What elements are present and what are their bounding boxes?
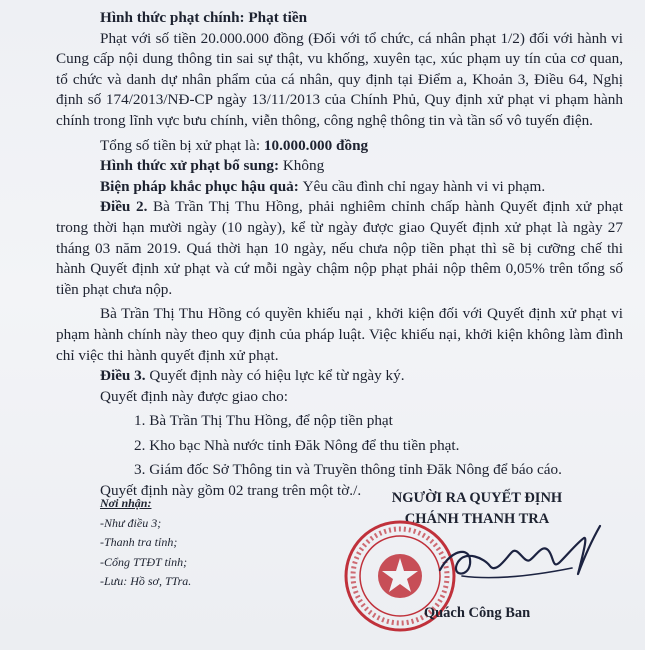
recipient-item: -Như điều 3; <box>100 515 162 530</box>
article-3-label: Điều 3. <box>100 367 150 385</box>
article-3 <box>56 366 623 387</box>
recipient-item: -Lưu: Hồ sơ, TTra. <box>100 574 192 588</box>
signer-name: Quách Công Ban <box>423 605 531 621</box>
additional-penalty-label: Hình thức xử phạt bổ sung: <box>100 157 283 175</box>
remedy-value: Yêu cầu đình chỉ ngay hành vi vi phạm. <box>302 177 546 195</box>
total-fine <box>56 136 623 157</box>
main-penalty-heading: Hình thức phạt chính: Phạt tiền <box>100 9 308 26</box>
article-3-text: Quyết định này có hiệu lực kể từ ngày ký. <box>149 367 405 385</box>
total-fine-amount: 10.000.000 đồng <box>263 136 369 154</box>
article-2 <box>56 197 623 300</box>
article-2-text: Bà Trần Thị Thu Hồng, phải nghiêm chỉnh chấp hành Quyết định xử phạt trong thời hạn mười ngày (10 ngày), kể từ ngày được giao Quyết định xử phạt là ngày 27 tháng 03 năm 2019. Quá thời hạn 10 ngày, nếu chưa nộp tiền phạt thì sẽ bị cưỡng chế thi hành Quyết định xử phạt và cứ mỗi ngày chậm nộp phạt phải nộp thêm 0,05% trên tổng số tiền phạt chưa nộp. <box>56 198 623 298</box>
recipient-item: -Cổng TTĐT tỉnh; <box>100 554 188 569</box>
recipient-item: -Thanh tra tỉnh; <box>100 535 178 549</box>
total-fine-label: Tổng số tiền bị xử phạt là: <box>100 136 264 154</box>
main-penalty-text: Phạt với số tiền 20.000.000 đồng (Đối với tổ chức, cá nhân phạt 1/2) đối với hành vi Cung cấp nội dung thông tin sai sự thật, vu khống, xuyên tạc, xúc phạm uy tín của cơ quan, tổ chức và danh dự nhân phẩm của cá nhân, quy định tại Điểm a, Khoản 3, Điều 64, Nghị định số 174/2013/NĐ-CP ngày 13/11/2013 của Chính Phủ, Quy định xử phạt vi phạm hành chính trong lĩnh vực bưu chính, viễn thông, công nghệ thông tin và tần số vô tuyến điện. <box>56 29 623 129</box>
page-count-note: Quyết định này gồm 02 trang trên một tờ./. <box>100 482 362 500</box>
additional-penalty-value: Không <box>282 157 325 175</box>
signer-block <box>362 488 592 621</box>
additional-penalty <box>56 156 623 177</box>
signature-icon <box>432 518 607 588</box>
list-item: 3. Giám đốc Sở Thông tin và Truyền thông tỉnh Đăk Nông để báo cáo. <box>134 461 562 479</box>
signer-title-1: NGƯỜI RA QUYẾT ĐỊNH <box>391 490 563 506</box>
article-2-appeal: Bà Trần Thị Thu Hồng có quyền khiếu nại , khởi kiện đối với Quyết định xử phạt vi phạm hành chính này theo quy định của pháp luật. Việc khiếu nại, khởi kiện không làm đình chỉ việc thi hành quyết định xử phạt. <box>56 305 623 364</box>
article-2-label: Điều 2. <box>100 198 153 216</box>
recipients-title: Nơi nhận: <box>100 496 152 510</box>
delivery-list <box>56 411 623 481</box>
list-item: 2. Kho bạc Nhà nước tỉnh Đăk Nông để thu tiền phạt. <box>134 436 460 454</box>
delivered-to: Quyết định này được giao cho: <box>100 387 288 405</box>
remedy-measure <box>56 177 623 198</box>
recipients-block <box>100 494 191 592</box>
signer-title-2: CHÁNH THANH TRA <box>404 511 550 527</box>
list-item: 1. Bà Trần Thị Thu Hồng, để nộp tiền phạt <box>134 412 393 430</box>
remedy-label: Biện pháp khắc phục hậu quả: <box>100 177 303 195</box>
